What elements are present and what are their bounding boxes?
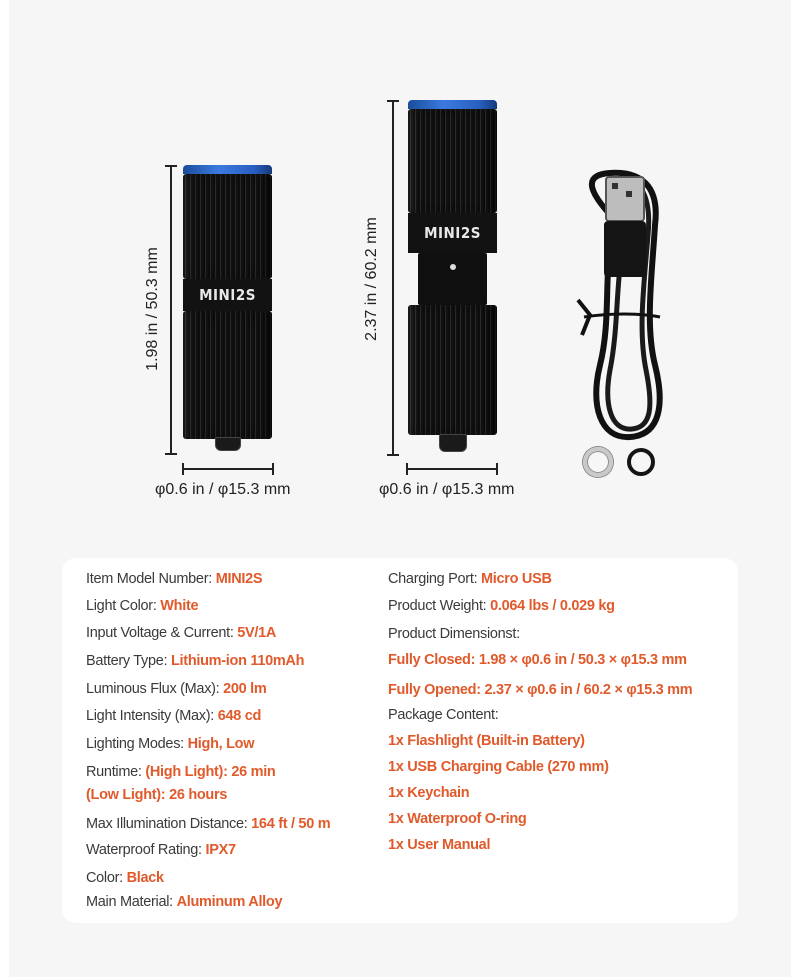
- spec-row-runtime-high: Runtime: (High Light): 26 min: [86, 764, 276, 780]
- knurled-head: [183, 174, 272, 279]
- knurled-body: [183, 311, 272, 439]
- spec-row-color: Color: Black: [86, 870, 164, 886]
- spec-row-package-heading: Package Content:: [388, 707, 499, 723]
- spec-row-lighting-modes: Lighting Modes: High, Low: [86, 736, 255, 752]
- diameter-label-opened: φ0.6 in / φ15.3 mm: [379, 481, 515, 498]
- height-label-opened: 2.37 in / 60.2 mm: [363, 217, 380, 341]
- spec-row-charging-port: Charging Port: Micro USB: [388, 571, 552, 587]
- spec-row-battery: Battery Type: Lithium-ion 110mAh: [86, 653, 305, 669]
- knurled-head: [408, 109, 497, 213]
- spec-row-luminous-flux: Luminous Flux (Max): 200 lm: [86, 681, 267, 697]
- diameter-label-closed: φ0.6 in / φ15.3 mm: [155, 481, 291, 498]
- tail-keyring-hole: [215, 437, 241, 451]
- spec-row-runtime-low: (Low Light): 26 hours: [86, 787, 228, 803]
- o-ring-icon: [627, 448, 655, 476]
- spec-row-light-color: Light Color: White: [86, 598, 199, 614]
- spec-row-weight: Product Weight: 0.064 lbs / 0.029 kg: [388, 598, 615, 614]
- spec-row-dimensions-heading: Product Dimensionst:: [388, 626, 520, 642]
- indicator-led: [450, 264, 456, 270]
- spec-card: [62, 558, 738, 923]
- blue-cap: [183, 165, 272, 174]
- usb-cable-icon: [570, 165, 680, 485]
- tail-keyring-hole: [439, 434, 467, 452]
- flashlight-opened: [408, 100, 497, 456]
- package-item: 1x USB Charging Cable (270 mm): [388, 759, 609, 775]
- exposed-neck: [418, 253, 487, 305]
- model-label: MINI2S: [424, 224, 481, 242]
- height-dimension-line-opened: [392, 100, 394, 456]
- spec-row-input: Input Voltage & Current: 5V/1A: [86, 625, 277, 641]
- spec-row-waterproof: Waterproof Rating: IPX7: [86, 842, 236, 858]
- height-dimension-line-closed: [170, 165, 172, 455]
- knurled-body: [408, 305, 497, 435]
- spec-row-fully-closed: Fully Closed: 1.98 × φ0.6 in / 50.3 × φ15.3 mm: [388, 652, 687, 668]
- spec-row-fully-opened: Fully Opened: 2.37 × φ0.6 in / 60.2 × φ15.3 mm: [388, 682, 693, 698]
- diameter-dimension-line-closed: [182, 468, 274, 470]
- diameter-dimension-line-opened: [406, 468, 498, 470]
- package-item: 1x User Manual: [388, 837, 491, 853]
- model-band: [183, 279, 272, 311]
- model-label: MINI2S: [199, 286, 256, 304]
- package-item: 1x Waterproof O-ring: [388, 811, 527, 827]
- package-item: 1x Flashlight (Built-in Battery): [388, 733, 585, 749]
- spec-row-material: Main Material: Aluminum Alloy: [86, 894, 283, 910]
- spec-row-model: Item Model Number: MINI2S: [86, 571, 263, 587]
- package-item: 1x Keychain: [388, 785, 470, 801]
- height-label-closed: 1.98 in / 50.3 mm: [144, 247, 161, 371]
- spec-row-illumination-distance: Max Illumination Distance: 164 ft / 50 m: [86, 816, 331, 832]
- model-band: [408, 213, 497, 253]
- flashlight-closed: [183, 165, 272, 455]
- keychain-ring-icon: [583, 447, 613, 477]
- spec-row-light-intensity: Light Intensity (Max): 648 cd: [86, 708, 262, 724]
- blue-cap: [408, 100, 497, 109]
